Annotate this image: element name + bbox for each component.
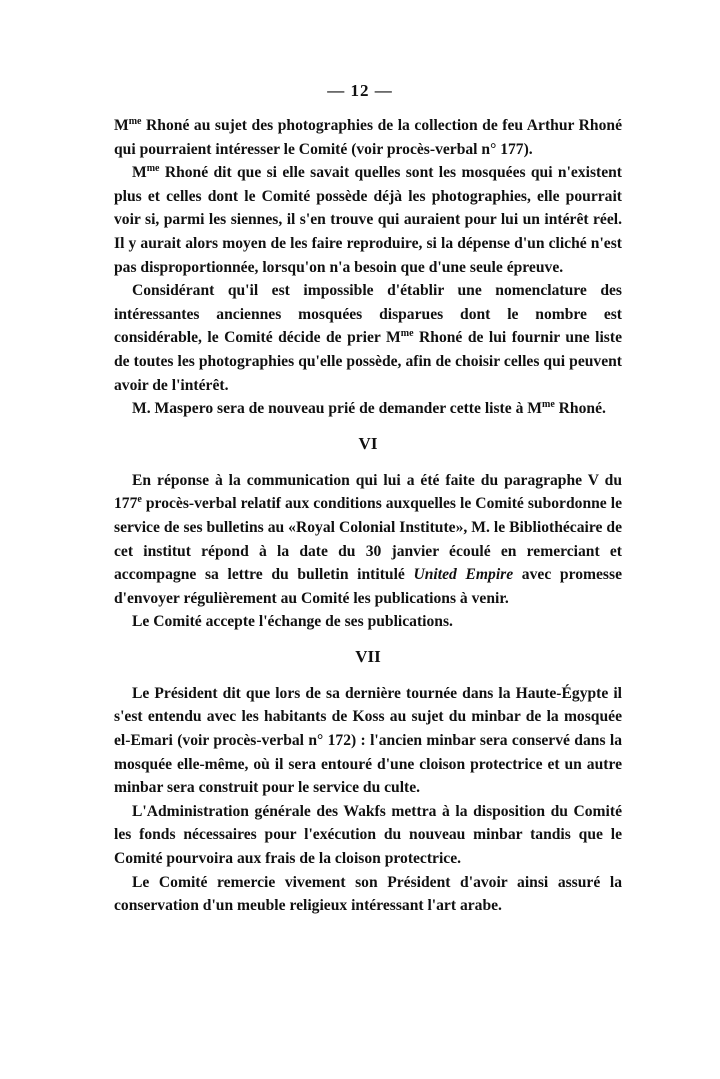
paragraph-wakfs: L'Administration générale des Wakfs mettra à la disposition du Comité les fonds nécessaires pour l'exécution du nouveau minbar tandis que le Comité pourvoira aux frais de la cloison protectrice. bbox=[114, 802, 622, 868]
paragraph-thanks: Le Comité remercie vivement son Président d'avoir ainsi assuré la conservation d'un meuble religieux intéressant l'art arabe. bbox=[114, 873, 622, 915]
section-title-vi: VI bbox=[358, 433, 378, 453]
paragraph-rhone-subject: $M^{me}$ Rhoné au sujet des photographies de la collection de feu Arthur Rhoné qui pourraient intéresser le Comité (voir procès-verbal n° 177). bbox=[114, 116, 622, 158]
body-text bbox=[114, 114, 622, 918]
paragraph-considering: Considérant qu'il est impossible d'établir une nomenclature des intéressantes anciennes mosquées disparues dont le nombre est considérable, le Comité décide de prier $M^{me}$ Rhoné de lui fournir une liste de toutes les photographies qu'elle possède, afin de choisir celles qui peuvent avoir de l'intérêt. bbox=[114, 282, 622, 394]
section-title-vii: VII bbox=[355, 646, 381, 666]
publication-title: United Empire bbox=[413, 566, 514, 584]
paragraph-royal-colonial: En réponse à la communication qui lui a été faite du paragraphe V du 177e procès-verbal relatif aux conditions auxquelles le Comité subordonne le service de ses bulletins au «Royal Colonial Institute», M. le Bibliothécaire de cet institut répond à la date du 30 janvier écoulé en remerciant et accompagne sa lettre du bulletin intitulé United Empire avec promesse d'envoyer régulièrement au Comité les publications à venir. bbox=[114, 471, 622, 607]
paragraph-exchange: Le Comité accepte l'échange de ses publications. bbox=[132, 613, 453, 631]
page-number: — 12 — bbox=[327, 81, 393, 100]
paragraph-rhone-says: $M^{me}$ Rhoné dit que si elle savait quelles sont les mosquées qui n'existent plus et celles dont le Comité possède déjà les photographies, elle pourrait voir si, parmi les siennes, il s'en trouve qui auraient pour lui un intérêt réel. Il y aurait alors moyen de les faire reproduire, si la dépense d'un cliché n'est pas disproportionnée, lorsqu'on n'a besoin que d'une seule épreuve. bbox=[114, 163, 622, 276]
paragraph-minbar: Le Président dit que lors de sa dernière tournée dans la Haute-Égypte il s'est entendu avec les habitants de Koss au sujet du minbar de la mosquée el-Emari (voir procès-verbal n° 172) : l'ancien minbar sera conservé dans la mosquée elle-même, où il sera entouré d'une cloison protectrice et un autre minbar sera construit pour le service du culte. bbox=[114, 684, 622, 797]
paragraph-maspero: M. Maspero sera de nouveau prié de demander cette liste à $M^{me}$ Rhoné. bbox=[132, 399, 606, 418]
